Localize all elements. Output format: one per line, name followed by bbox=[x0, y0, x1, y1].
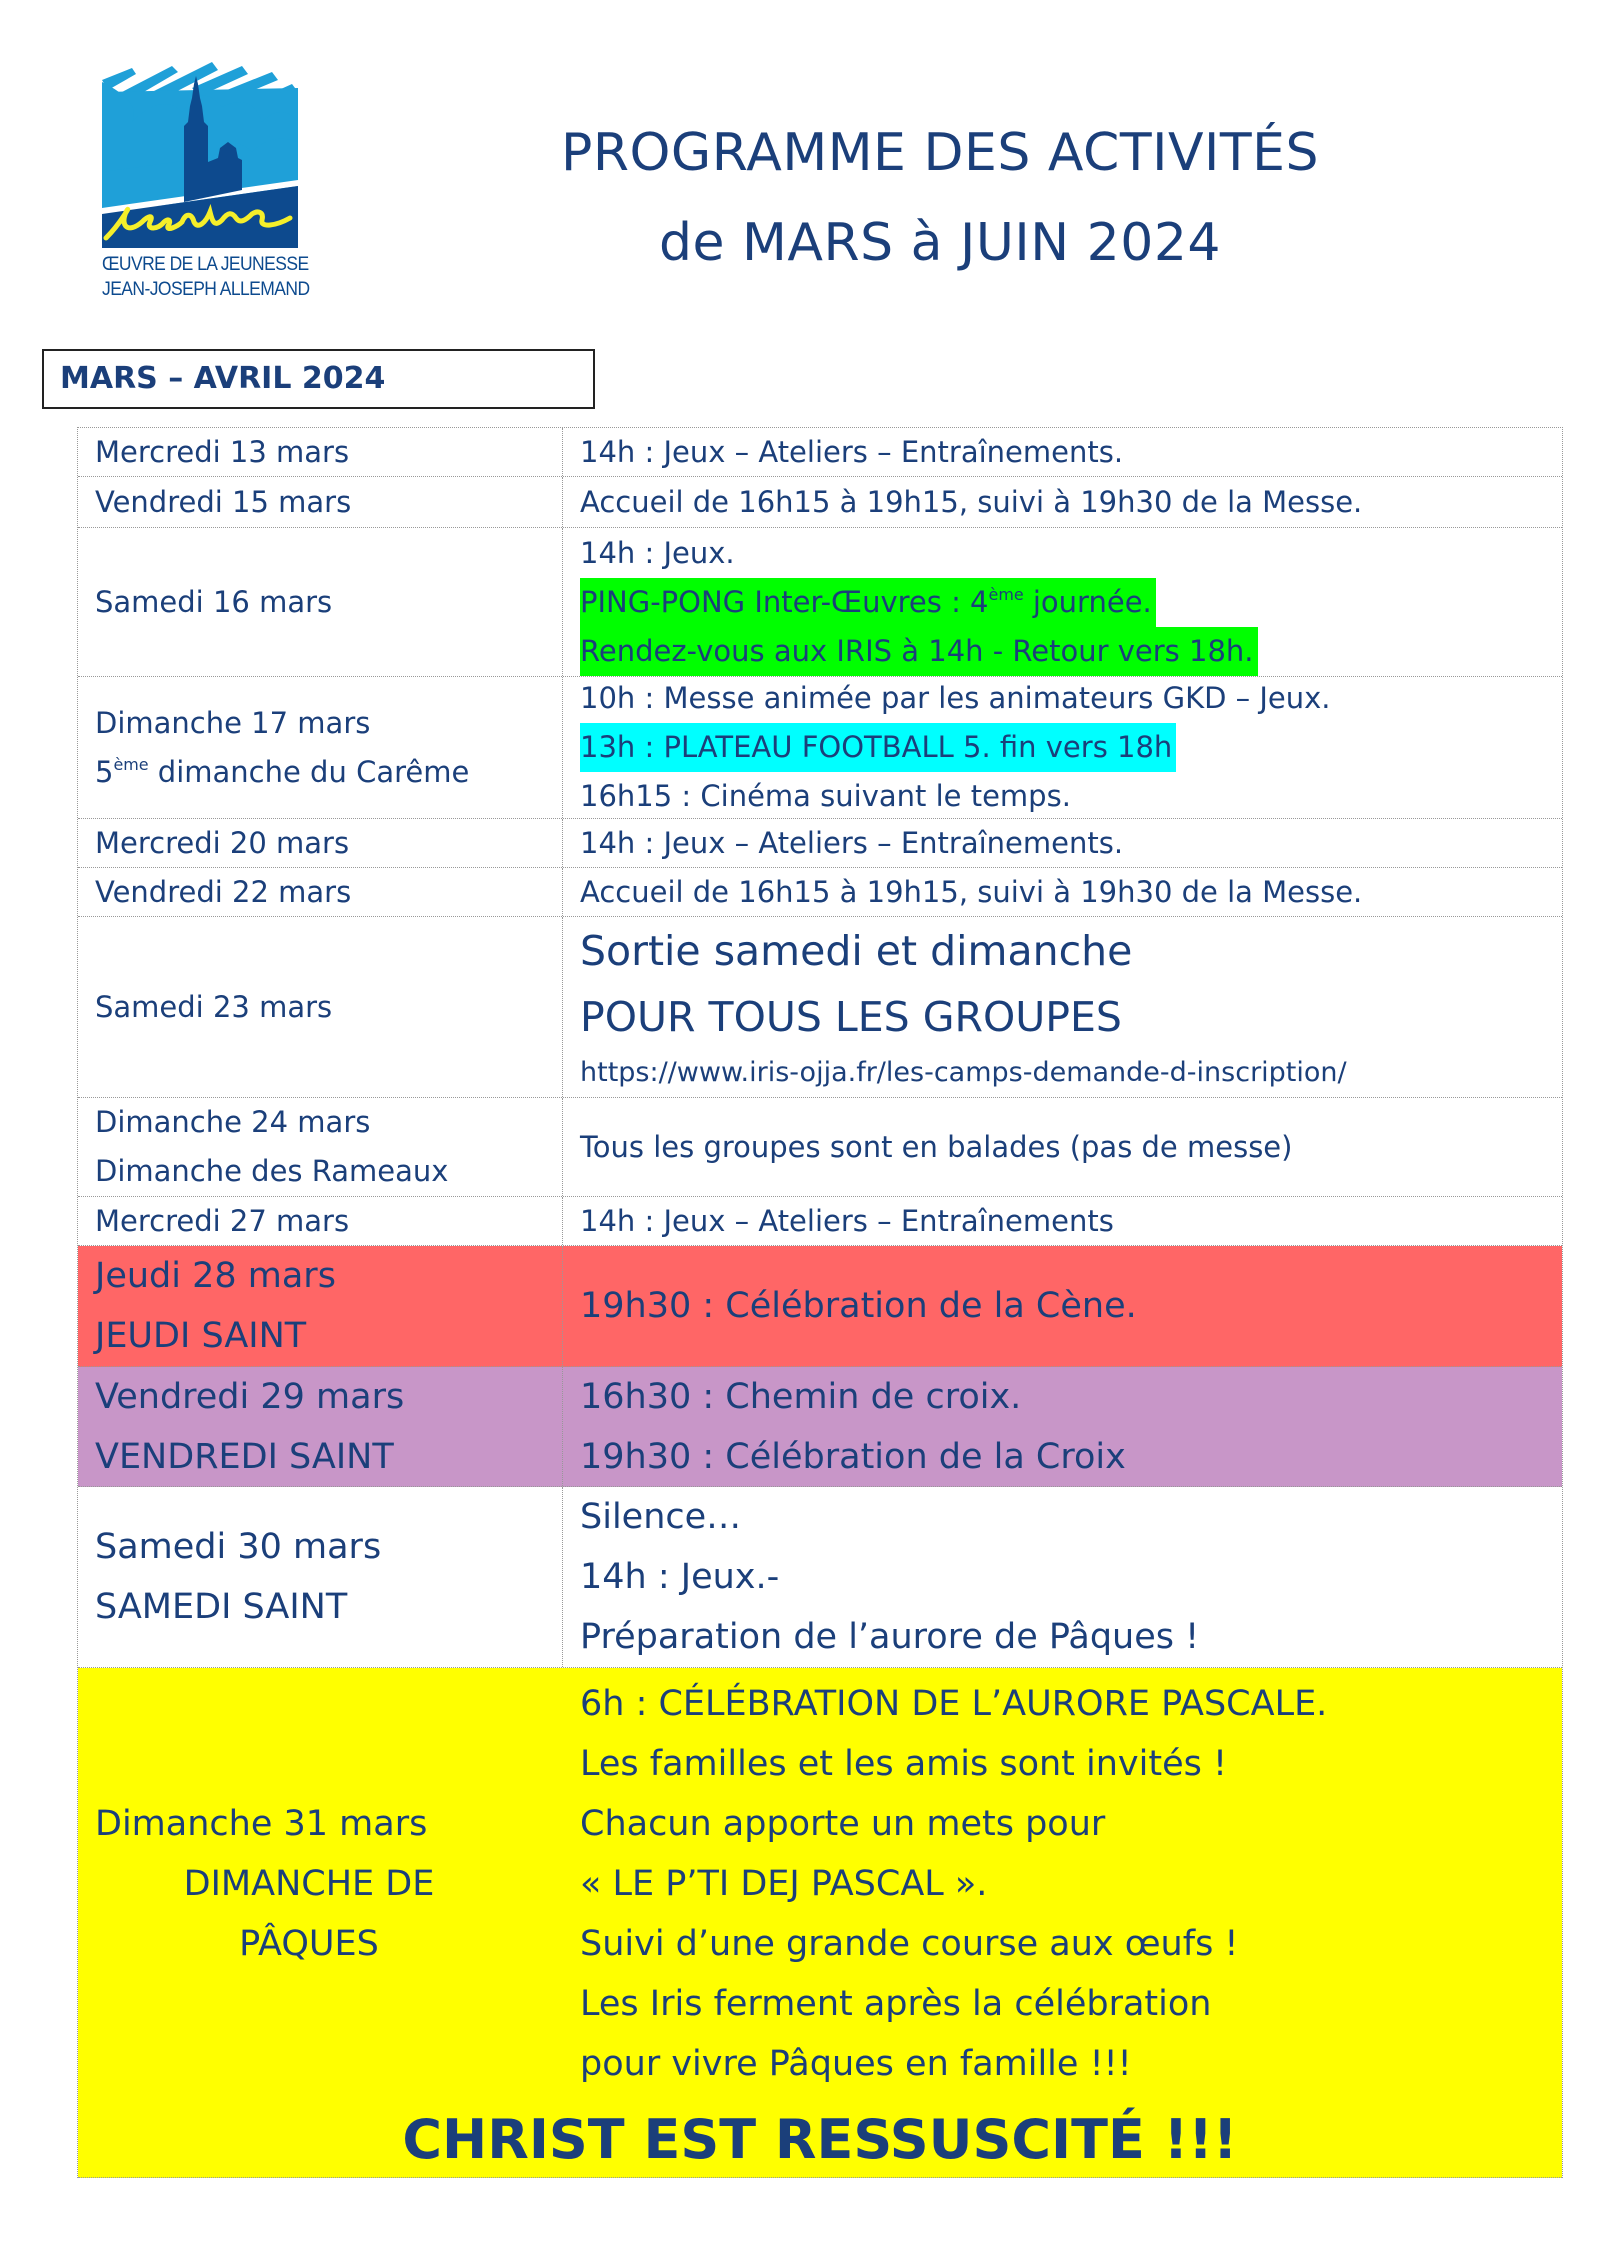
schedule-table bbox=[77, 427, 1563, 2178]
activity-text: Les familles et les amis sont invités ! bbox=[580, 1744, 1228, 1784]
activity-cell bbox=[563, 677, 1562, 818]
table-row-good-friday bbox=[78, 1367, 1562, 1487]
date-label: Mercredi 27 mars bbox=[95, 1203, 350, 1238]
activity-text: 16h30 : Chemin de croix. bbox=[580, 1376, 1022, 1417]
date-label: Vendredi 29 mars bbox=[95, 1376, 405, 1417]
activity-text: 14h : Jeux – Ateliers – Entraînements. bbox=[580, 825, 1124, 860]
date-subtitle: 5ème dimanche du Carême bbox=[95, 754, 470, 789]
date-subtitle: SAMEDI SAINT bbox=[95, 1587, 348, 1627]
activity-cell bbox=[563, 1367, 1562, 1486]
table-row bbox=[78, 819, 1562, 868]
activity-text: Préparation de l’aurore de Pâques ! bbox=[580, 1617, 1200, 1657]
activity-text: Les Iris ferment après la célébration bbox=[580, 1984, 1212, 2024]
title-line-1: PROGRAMME DES ACTIVITÉS bbox=[561, 123, 1319, 183]
logo-caption bbox=[102, 252, 310, 302]
ordinal-suffix: ème bbox=[113, 754, 149, 774]
activity-cell bbox=[563, 1487, 1562, 1667]
table-row-holy-saturday bbox=[78, 1487, 1562, 1668]
activity-text: « LE P’TI DEJ PASCAL ». bbox=[580, 1864, 988, 1904]
ping-pong-highlight bbox=[580, 578, 1156, 627]
date-cell bbox=[78, 917, 563, 1097]
title-line-2: de MARS à JUIN 2024 bbox=[658, 213, 1222, 273]
date-cell bbox=[78, 428, 563, 476]
organization-logo bbox=[102, 62, 310, 302]
activity-text: 10h : Messe animée par les animateurs GKD – Jeux. bbox=[580, 681, 1331, 715]
activity-text: Tous les groupes sont en balades (pas de messe) bbox=[580, 1129, 1293, 1164]
date-cell bbox=[78, 1197, 563, 1245]
activity-text: PING-PONG Inter-Œuvres : 4 bbox=[580, 584, 989, 619]
date-cell bbox=[78, 477, 563, 527]
date-cell bbox=[78, 1246, 563, 1366]
table-row bbox=[78, 477, 1562, 528]
activity-cell bbox=[563, 477, 1562, 527]
date-label: Dimanche 31 mars bbox=[95, 1804, 428, 1844]
meeting-highlight: Rendez-vous aux IRIS à 14h - Retour vers 18h. bbox=[580, 627, 1258, 676]
activity-text: 14h : Jeux. bbox=[580, 535, 735, 570]
date-cell bbox=[78, 1674, 563, 2094]
date-subtitle: JEUDI SAINT bbox=[95, 1316, 307, 1356]
ordinal-suffix: ème bbox=[988, 584, 1024, 604]
activity-text: pour vivre Pâques en famille !!! bbox=[580, 2044, 1132, 2084]
activity-text: 14h : Jeux – Ateliers – Entraînements bbox=[580, 1203, 1114, 1238]
activity-text: Chacun apporte un mets pour bbox=[580, 1804, 1106, 1844]
activity-cell bbox=[563, 528, 1562, 676]
date-label: Vendredi 22 mars bbox=[95, 874, 352, 909]
date-subtitle: VENDREDI SAINT bbox=[95, 1436, 394, 1477]
table-row bbox=[78, 677, 1562, 819]
table-row-holy-thursday bbox=[78, 1246, 1562, 1367]
closing-proclamation: CHRIST EST RESSUSCITÉ !!! bbox=[402, 2108, 1238, 2171]
outing-heading: Sortie samedi et dimanche bbox=[580, 927, 1133, 975]
activity-text: 16h15 : Cinéma suivant le temps. bbox=[580, 779, 1071, 813]
activity-text: 14h : Jeux.- bbox=[580, 1557, 780, 1597]
page-title bbox=[440, 108, 1440, 288]
table-row bbox=[78, 868, 1562, 917]
date-cell bbox=[78, 1487, 563, 1667]
date-cell bbox=[78, 1367, 563, 1486]
date-cell bbox=[78, 868, 563, 916]
activity-cell bbox=[563, 1674, 1562, 2094]
date-label: Mercredi 20 mars bbox=[95, 825, 350, 860]
table-row bbox=[78, 1098, 1562, 1197]
activity-cell bbox=[563, 917, 1562, 1097]
activity-cell bbox=[563, 1246, 1562, 1366]
activity-text: Accueil de 16h15 à 19h15, suivi à 19h30 de la Messe. bbox=[580, 874, 1363, 909]
date-cell bbox=[78, 528, 563, 676]
activity-cell bbox=[563, 868, 1562, 916]
date-label: Jeudi 28 mars bbox=[95, 1256, 336, 1296]
activity-text: 6h : CÉLÉBRATION DE L’AURORE PASCALE. bbox=[580, 1684, 1328, 1724]
date-label: Mercredi 13 mars bbox=[95, 434, 350, 469]
logo-line-2: JEAN-JOSEPH ALLEMAND bbox=[102, 279, 310, 300]
outing-subheading: POUR TOUS LES GROUPES bbox=[580, 993, 1122, 1041]
date-label: Vendredi 15 mars bbox=[95, 484, 352, 519]
date-label: Dimanche 17 mars bbox=[95, 705, 371, 740]
logo-line-1: ŒUVRE DE LA JEUNESSE bbox=[102, 254, 309, 275]
date-cell bbox=[78, 677, 563, 818]
date-label: Samedi 30 mars bbox=[95, 1527, 382, 1567]
table-row bbox=[78, 1197, 1562, 1246]
activity-text: 19h30 : Célébration de la Cène. bbox=[580, 1286, 1137, 1326]
date-label: Samedi 23 mars bbox=[95, 989, 333, 1024]
activity-cell bbox=[563, 428, 1562, 476]
activity-text: 14h : Jeux – Ateliers – Entraînements. bbox=[580, 434, 1124, 469]
date-subtitle: Dimanche des Rameaux bbox=[95, 1154, 449, 1188]
date-cell bbox=[78, 819, 563, 867]
basilica-skyline-icon bbox=[102, 62, 298, 248]
table-row bbox=[78, 428, 1562, 477]
activity-cell bbox=[563, 1197, 1562, 1245]
table-row bbox=[78, 528, 1562, 677]
activity-text: 19h30 : Célébration de la Croix bbox=[580, 1436, 1126, 1477]
table-row-easter bbox=[78, 1668, 1562, 2178]
activity-cell bbox=[563, 819, 1562, 867]
registration-link[interactable]: https://www.iris-ojja.fr/les-camps-demande-d-inscription/ bbox=[580, 1057, 1347, 1088]
date-label: Samedi 16 mars bbox=[95, 584, 333, 619]
activity-text: Accueil de 16h15 à 19h15, suivi à 19h30 de la Messe. bbox=[580, 484, 1363, 519]
date-cell bbox=[78, 1098, 563, 1196]
date-subtitle: DIMANCHE DE bbox=[183, 1864, 435, 1904]
date-label: Dimanche 24 mars bbox=[95, 1105, 371, 1139]
date-subtitle: PÂQUES bbox=[239, 1924, 379, 1964]
table-row bbox=[78, 917, 1562, 1098]
activity-text: journée. bbox=[1023, 584, 1152, 619]
activity-text: Silence… bbox=[580, 1497, 742, 1537]
activity-cell bbox=[563, 1098, 1562, 1196]
activity-text: Suivi d’une grande course aux œufs ! bbox=[580, 1924, 1239, 1964]
logo-graphic bbox=[102, 62, 298, 248]
section-heading: MARS – AVRIL 2024 bbox=[42, 349, 595, 409]
football-highlight: 13h : PLATEAU FOOTBALL 5. fin vers 18h bbox=[580, 723, 1176, 772]
